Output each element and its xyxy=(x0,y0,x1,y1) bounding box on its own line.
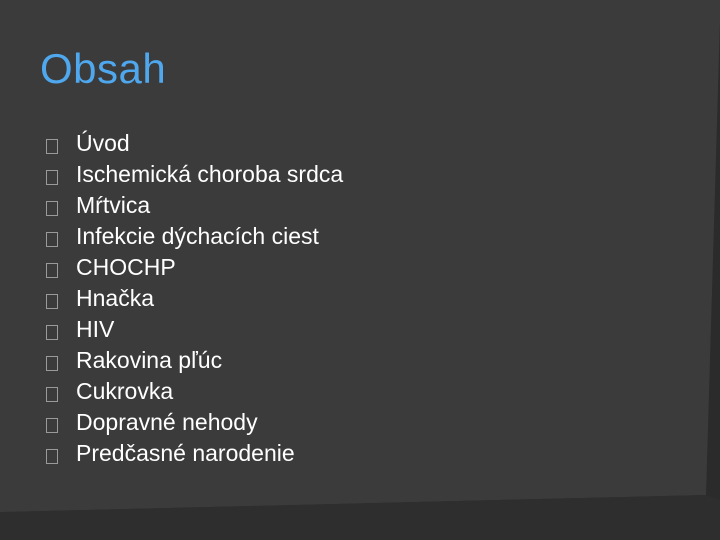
list-item-label: Hnačka xyxy=(76,285,154,311)
list-item xyxy=(46,314,343,345)
square-bullet-icon xyxy=(46,139,58,154)
list-item-label: Úvod xyxy=(76,130,130,156)
list-item xyxy=(46,438,343,469)
square-bullet-icon xyxy=(46,232,58,247)
square-bullet-icon xyxy=(46,449,58,464)
list-item-label: Dopravné nehody xyxy=(76,409,258,435)
square-bullet-icon xyxy=(46,294,58,309)
square-bullet-icon xyxy=(46,325,58,340)
list-item-label: HIV xyxy=(76,316,115,342)
list-item xyxy=(46,190,343,221)
list-item xyxy=(46,128,343,159)
list-item-label: CHOCHP xyxy=(76,254,176,280)
list-item xyxy=(46,159,343,190)
list-item-label: Infekcie dýchacích ciest xyxy=(76,223,319,249)
list-item xyxy=(46,345,343,376)
square-bullet-icon xyxy=(46,418,58,433)
square-bullet-icon xyxy=(46,263,58,278)
list-item-label: Predčasné narodenie xyxy=(76,440,295,466)
list-item xyxy=(46,283,343,314)
square-bullet-icon xyxy=(46,170,58,185)
list-item xyxy=(46,376,343,407)
list-item-label: Cukrovka xyxy=(76,378,174,404)
square-bullet-icon xyxy=(46,201,58,216)
square-bullet-icon xyxy=(46,387,58,402)
slide-title: Obsah xyxy=(40,45,167,92)
list-item-label: Ischemická choroba srdca xyxy=(76,161,344,187)
list-item-label: Mŕtvica xyxy=(76,192,151,218)
bullet-list xyxy=(46,128,343,469)
list-item-label: Rakovina pľúc xyxy=(76,347,223,373)
square-bullet-icon xyxy=(46,356,58,371)
list-item xyxy=(46,407,343,438)
list-item xyxy=(46,252,343,283)
list-item xyxy=(46,221,343,252)
